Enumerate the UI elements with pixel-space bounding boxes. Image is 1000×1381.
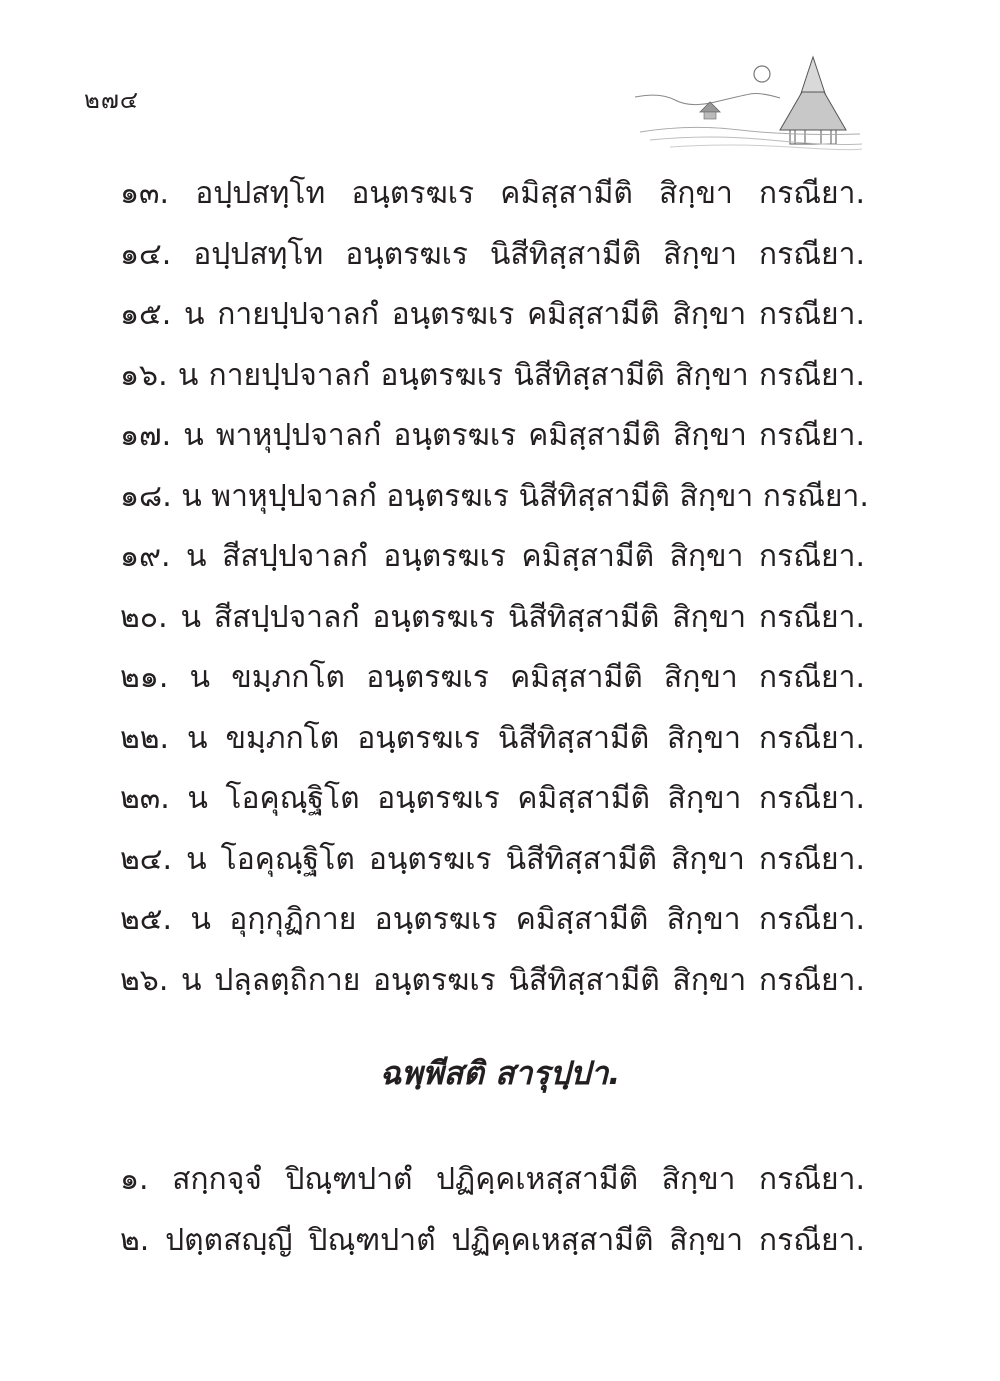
rule-line: ๑. สกฺกจฺจํ ปิณฺฑปาตํ ปฏิคฺคเหสฺสามีติ สิกฺขา กรณียา. [120, 1162, 865, 1197]
rule-line: ๑๕. น กายปฺปจาลกํ อนฺตรฆเร คมิสฺสามีติ สิกฺขา กรณียา. [120, 297, 865, 332]
rule-line: ๑๓. อปฺปสทฺโท อนฺตรฆเร คมิสฺสามีติ สิกฺขา กรณียา. [120, 176, 865, 211]
rule-line: ๒๐. น สีสปฺปจาลกํ อนฺตรฆเร นิสีทิสฺสามีติ สิกฺขา กรณียา. [120, 599, 865, 635]
rule-line: ๒๔. น โอคุณฺฐิโต อนฺตรฆเร นิสีทิสฺสามีติ สิกฺขา กรณียา. [120, 841, 865, 877]
rule-line: ๑๗. น พาหุปฺปจาลกํ อนฺตรฆเร คมิสฺสามีติ สิกฺขา กรณียา. [120, 418, 865, 453]
rule-line: ๑๙. น สีสปฺปจาลกํ อนฺตรฆเร คมิสฺสามีติ สิกฺขา กรณียา. [120, 539, 865, 574]
rule-line: ๑๘. น พาหุปฺปจาลกํ อนฺตรฆเร นิสีทิสฺสามีติ สิกฺขา กรณียา. [120, 478, 869, 514]
rule-list-part2 [120, 1150, 865, 1271]
rule-list-part1 [120, 164, 869, 1011]
rule-line: ๑๖. น กายปฺปจาลกํ อนฺตรฆเร นิสีทิสฺสามีติ สิกฺขา กรณียา. [120, 357, 865, 393]
rule-line: ๒๓. น โอคุณฺฐิโต อนฺตรฆเร คมิสฺสามีติ สิกฺขา กรณียา. [120, 781, 865, 816]
rule-line: ๒๕. น อุกฺกุฏิกาย อนฺตรฆเร คมิสฺสามีติ สิกฺขา กรณียา. [120, 902, 865, 937]
rule-line: ๒๒. น ขมฺภกโต อนฺตรฆเร นิสีทิสฺสามีติ สิกฺขา กรณียา. [120, 720, 865, 756]
page-number: ๒๗๔ [84, 86, 140, 114]
rule-line: ๑๔. อปฺปสทฺโท อนฺตรฆเร นิสีทิสฺสามีติ สิกฺขา กรณียา. [120, 236, 865, 272]
rule-line: ๒๑. น ขมฺภกโต อนฺตรฆเร คมิสฺสามีติ สิกฺขา กรณียา. [120, 660, 865, 695]
temple-landscape-icon [630, 52, 865, 152]
rule-line: ๒. ปตฺตสญฺญี ปิณฺฑปาตํ ปฏิคฺคเหสฺสามีติ สิกฺขา กรณียา. [120, 1222, 865, 1258]
rule-line: ๒๖. น ปลฺลตฺถิกาย อนฺตรฆเร นิสีทิสฺสามีติ สิกฺขา กรณียา. [120, 962, 865, 998]
section-heading: ฉพฺพีสติ สารุปฺปา. [379, 1054, 621, 1092]
